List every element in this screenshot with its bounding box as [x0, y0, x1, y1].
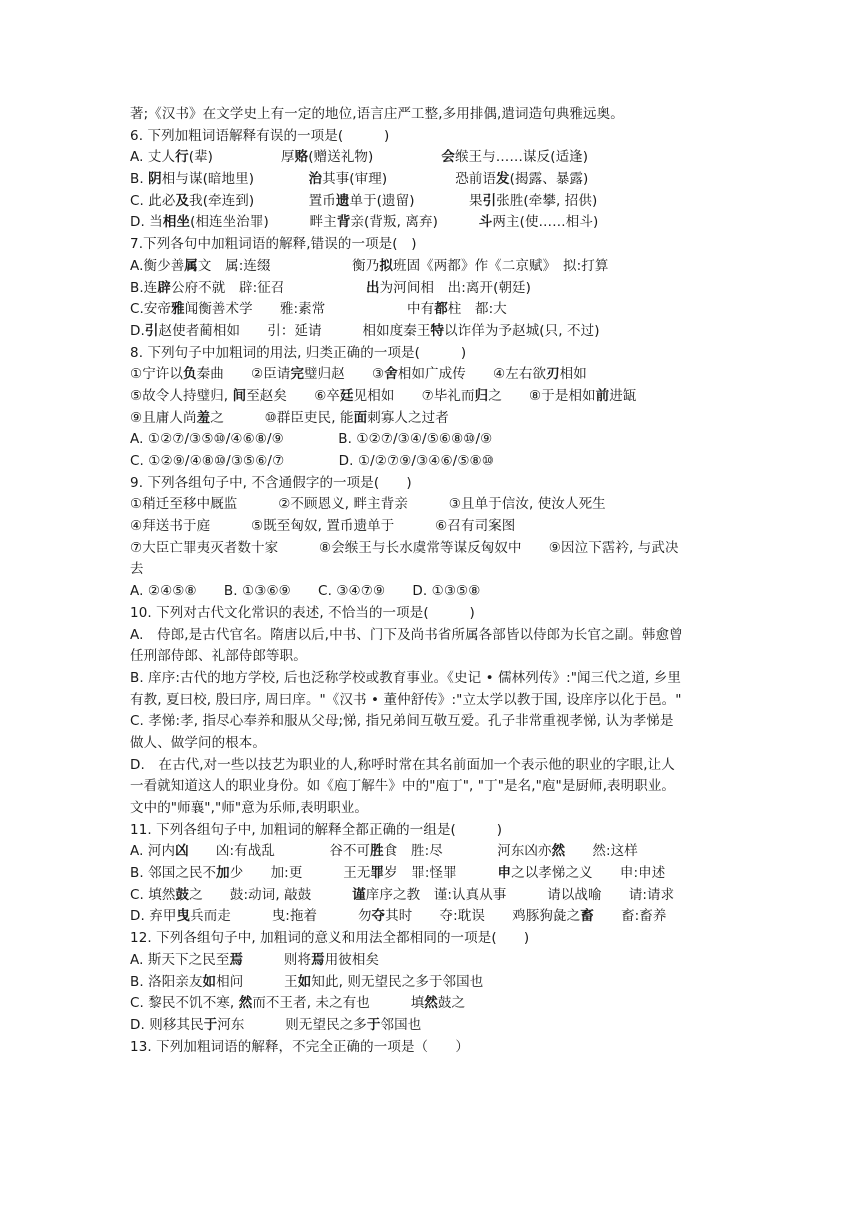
text-line: D. 当相坐(相连坐治罪) 畔主背亲(背叛, 离弃) 斗两主(使……相斗)	[130, 214, 599, 231]
text-line: 10. 下列对古代文化常识的表述, 不恰当的一项是( )	[130, 604, 475, 621]
text-line: 6. 下列加粗词语解释有误的一项是( )	[130, 127, 390, 144]
text-line: 11. 下列各组句子中, 加粗词的解释全都正确的一组是( )	[130, 821, 503, 838]
text-line: 13. 下列加粗词语的解释，不完全正确的一项是（ ）	[130, 1038, 469, 1055]
text-line: 8. 下列句子中加粗词的用法, 归类正确的一项是( )	[130, 344, 467, 361]
text-line: B. 阴相与谋(暗地里) 治其事(审理) 恐前语发(揭露、暴露)	[130, 171, 589, 188]
text-line: C.安帝雅闻衡善术学 雅:素常 中有都柱 都:大	[130, 301, 507, 318]
text-line: ①宁许以负秦曲 ②臣请完璧归赵 ③舍相如广成传 ④左右欲刃相如	[130, 366, 587, 383]
text-line: A. 河内凶 凶:有战乱 谷不可胜食 胜:尽 河东凶亦然 然:这样	[130, 843, 638, 860]
text-line: A. 斯天下之民至焉 则将焉用彼相矣	[130, 951, 380, 968]
text-line: A. 侍郎,是古代官名。隋唐以后,中书、门下及尚书省所属各部皆以侍郎为长官之副。韩愈曾	[130, 626, 683, 643]
text-line: C. ①②⑨/④⑧⑩/③⑤⑥/⑦ D. ①/②⑦⑨/③④⑥/⑤⑧⑩	[130, 453, 494, 469]
text-line: 做人、做学问的根本。	[130, 734, 266, 751]
text-line: A. ②④⑤⑧ B. ①③⑥⑨ C. ③④⑦⑨ D. ①③⑤⑧	[130, 583, 481, 600]
document-page	[130, 104, 740, 1058]
text-line: B. 庠序:古代的地方学校, 后也泛称学校或教育事业。《史记 • 儒林列传》:"闻三代之道, 乡里	[130, 669, 682, 686]
text-line: B.连辟公府不就 辟:征召 出为河间相 出:离开(朝廷)	[130, 279, 532, 296]
text-line: B. 洛阳亲友如相问 王如知此, 则无望民之多于邻国也	[130, 973, 484, 990]
text-line: 9. 下列各组句子中, 不含通假字的一项是( )	[130, 474, 412, 491]
text-line: D. 弃甲曳兵而走 曳:拖着 勿夺其时 夺:耽误 鸡豚狗彘之畜 畜:畜养	[130, 908, 667, 925]
text-line: 一看就知道这人的职业身份。如《庖丁解牛》中的"庖丁", "丁"是名,"庖"是厨师,表明职业。	[130, 778, 676, 795]
text-line: C. 黎民不饥不寒, 然而不王者, 未之有也 填然鼓之	[130, 995, 466, 1012]
text-line: ①稍迁至移中厩监 ②不顾恩义, 畔主背亲 ③且单于信汝, 使汝人死生	[130, 496, 606, 513]
text-line: ⑨且庸人尚羞之 ⑩群臣吏民, 能面刺寡人之过者	[130, 409, 449, 426]
text-line: 文中的"师襄","师"意为乐师,表明职业。	[130, 800, 369, 816]
text-line: D. 则移其民于河东 则无望民之多于邻国也	[130, 1016, 422, 1033]
text-line: 12. 下列各组句子中, 加粗词的意义和用法全都相同的一项是( )	[130, 930, 530, 947]
text-line: D.引赵使者蔺相如 引：延请 相如度秦王特以诈佯为予赵城(只, 不过)	[130, 322, 600, 339]
text-line: B. 邻国之民不加少 加:更 王无罪岁 罪:怪罪 申之以孝悌之义 申:申述	[130, 865, 666, 882]
text-line: A.衡少善属文 属:连缀 衡乃拟班固《两都》作《二京赋》 拟:打算	[130, 257, 609, 274]
text-line: A. ①②⑦/③⑤⑩/④⑥⑧/⑨ B. ①②⑦/③④/⑤⑥⑧⑩/⑨	[130, 431, 493, 448]
text-line: C. 此必及我(牵连到) 置币遗单于(遗留) 果引张胜(牵攀, 招供)	[130, 192, 598, 209]
text-line: A. 丈人行(辈) 厚赂(赠送礼物) 会缑王与……谋反(适逢)	[130, 149, 589, 166]
text-line: D. 在古代,对一些以技艺为职业的人,称呼时常在其名前面加一个表示他的职业的字眼,让人	[130, 756, 675, 773]
text-line: C. 孝悌:孝, 指尽心奉养和服从父母;悌, 指兄弟间互敬互爱。孔子非常重视孝悌, 认为孝悌是	[130, 713, 674, 730]
text-line: 去	[130, 561, 144, 578]
text-line: 有教, 夏曰校, 殷曰序, 周曰庠。"《汉书 • 董仲舒传》:"立太学以教于国, 设庠序以化于邑。"	[130, 691, 682, 708]
text-line: 任刑部侍郎、礼部侍郎等职。	[130, 648, 307, 665]
text-line: ④拜送书于庭 ⑤既至匈奴, 置币遗单于 ⑥召有司案图	[130, 518, 516, 535]
text-line: 著;《汉书》在文学史上有一定的地位,语言庄严工整,多用排偶,遣词造句典雅远奥。	[130, 106, 624, 122]
text-line: ⑦大臣亡罪夷灭者数十家 ⑧会缑王与长水虞常等谋反匈奴中 ⑨因泣下霑衿, 与武决	[130, 539, 679, 556]
text-line: C. 填然鼓之 鼓:动词, 敲鼓 谨庠序之教 谨:认真从事 请以战喻 请:请求	[130, 886, 675, 903]
text-line: ⑤故令人持璧归, 间至赵矣 ⑥卒廷见相如 ⑦毕礼而归之 ⑧于是相如前进缻	[130, 387, 637, 404]
text-line: 7.下列各句中加粗词语的解释,错误的一项是( )	[130, 236, 417, 253]
